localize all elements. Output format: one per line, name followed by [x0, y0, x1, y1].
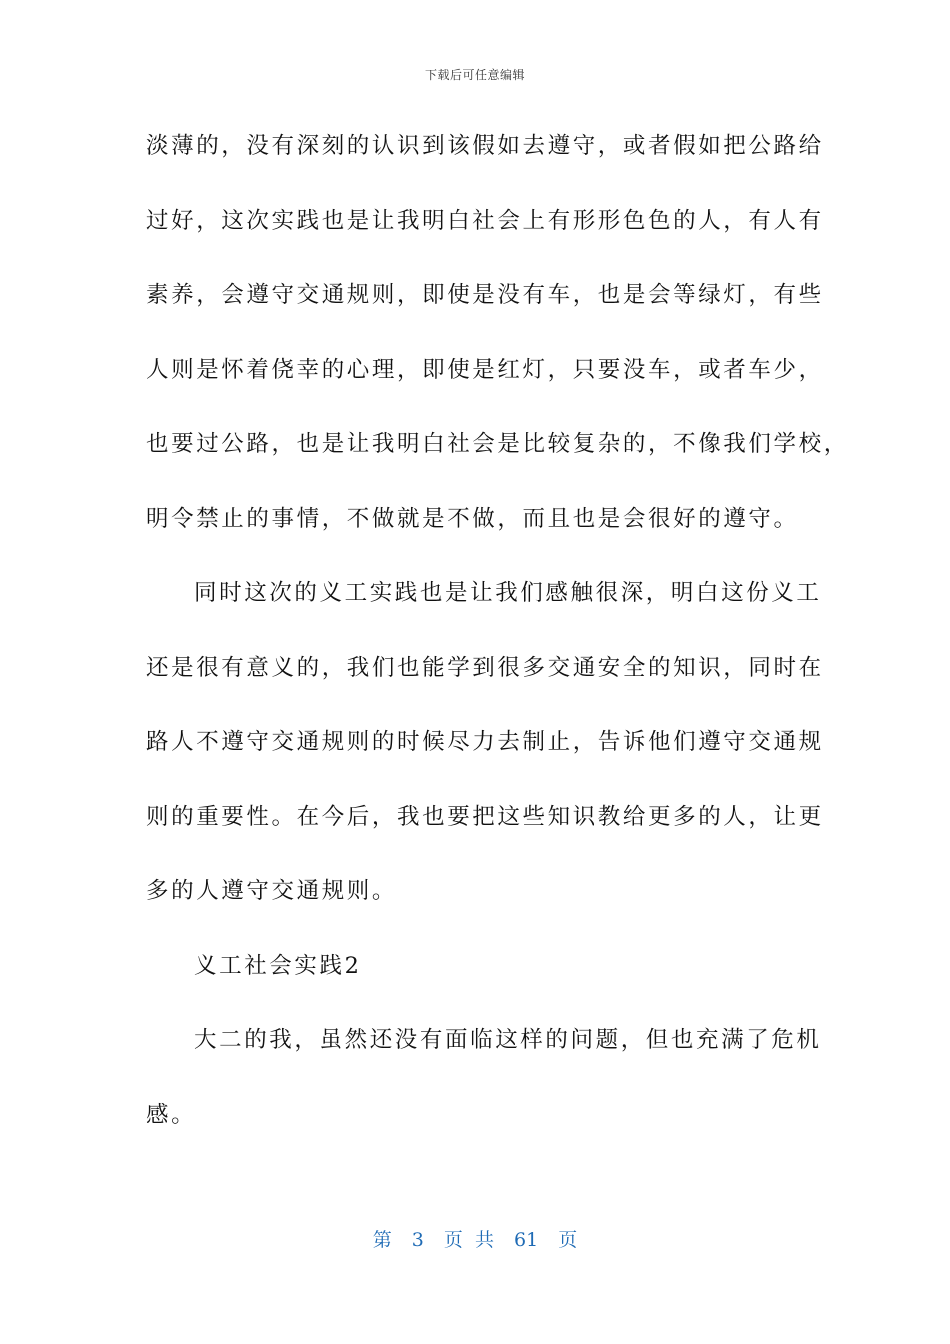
- text-line: 大二的我，虽然还没有面临这样的问题，但也充满了危机: [194, 1027, 822, 1053]
- text-line: 素养，会遵守交通规则，即使是没有车，也是会等绿灯，有些: [146, 282, 824, 308]
- current-page-number: 3: [411, 1229, 424, 1251]
- section-heading: 义工社会实践2: [194, 952, 362, 979]
- text-line: 人则是怀着侥幸的心理，即使是红灯，只要没车，或者车少，: [146, 356, 824, 383]
- footer-prefix: 第: [372, 1229, 392, 1251]
- text-line: 过好，这次实践也是让我明白社会上有形形色色的人，有人有: [146, 207, 824, 234]
- text-line: 明令禁止的事情，不做就是不做，而且也是会很好的遵守。: [146, 505, 799, 532]
- text-line: 还是很有意义的，我们也能学到很多交通安全的知识，同时在: [146, 654, 824, 681]
- page-header: 下载后可任意编辑: [424, 68, 525, 82]
- text-line: 感。: [146, 1101, 197, 1128]
- total-page-count: 61: [514, 1229, 539, 1251]
- footer-suffix: 页: [558, 1229, 578, 1251]
- document-body: [146, 122, 849, 1165]
- text-line: 也要过公路，也是让我明白社会是比较复杂的，不像我们学校，: [146, 431, 849, 457]
- text-line: 则的重要性。在今后，我也要把这些知识教给更多的人，让更: [146, 803, 824, 830]
- text-line: 多的人遵守交通规则。: [146, 878, 398, 904]
- text-line: 淡薄的，没有深刻的认识到该假如去遵守，或者假如把公路给: [146, 133, 824, 159]
- text-line: 路人不遵守交通规则的时候尽力去制止，告诉他们遵守交通规: [146, 729, 824, 755]
- page-footer: [0, 1225, 950, 1252]
- footer-middle: 页 共: [443, 1229, 494, 1251]
- text-line: 同时这次的义工实践也是让我们感触很深，明白这份义工: [194, 580, 822, 606]
